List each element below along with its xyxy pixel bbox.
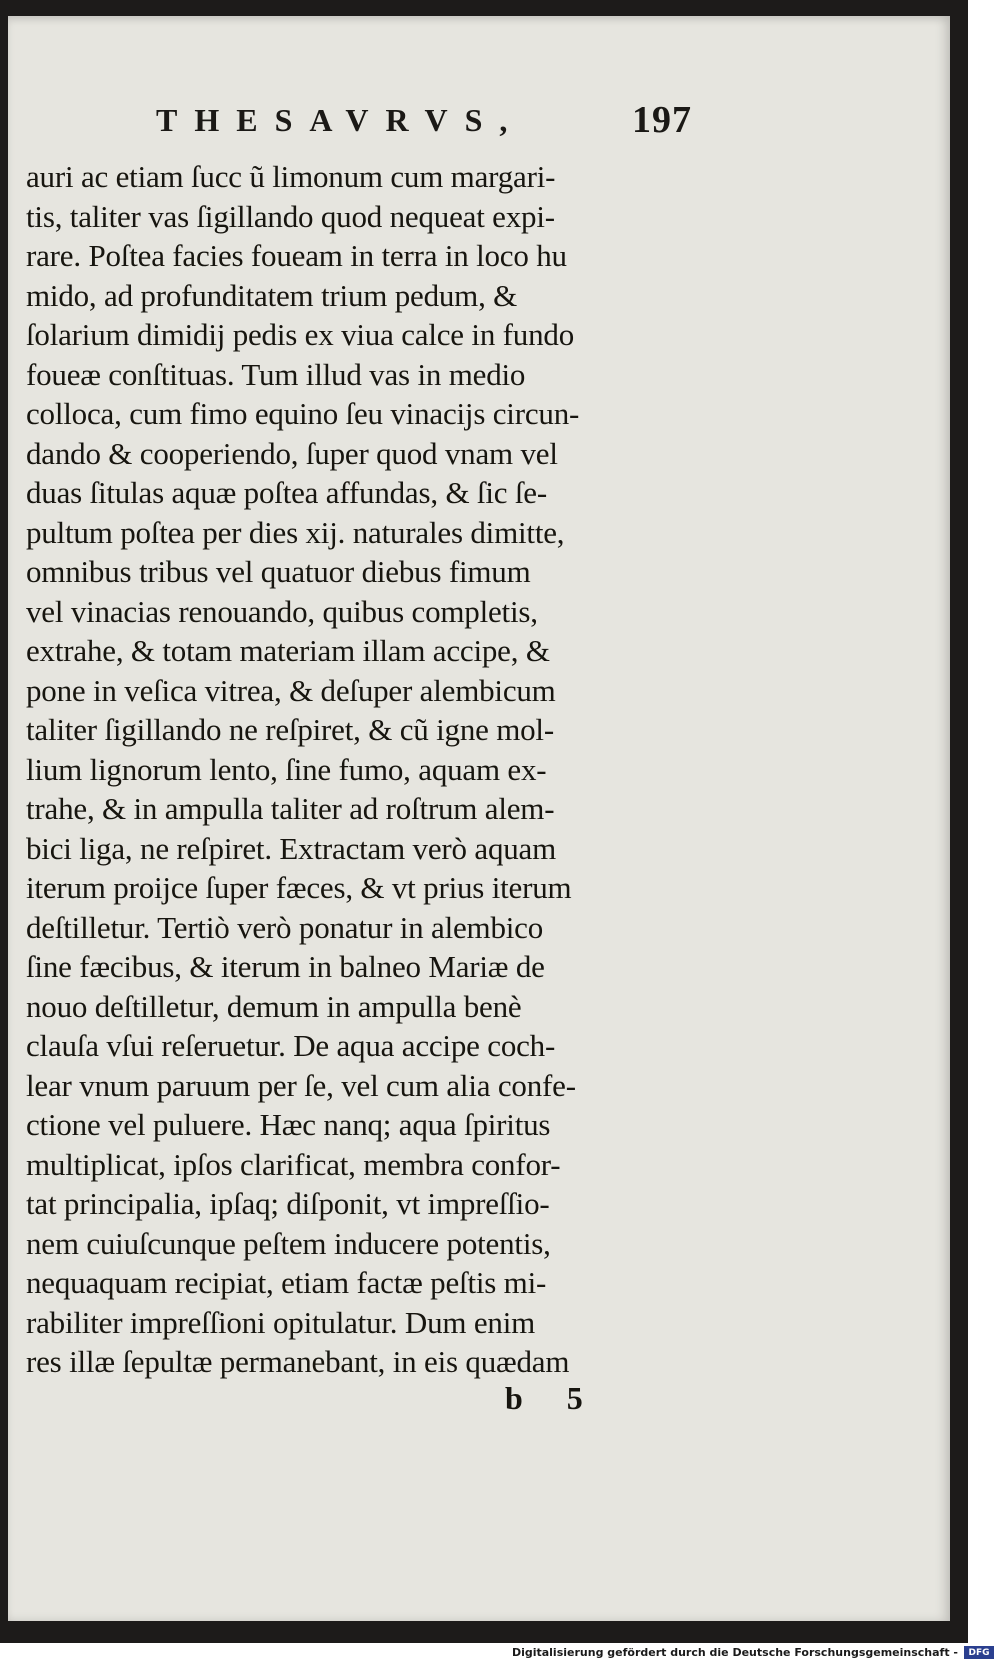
- text-line: mido, ad profunditatem trium pedum, &: [26, 277, 518, 313]
- text-line: pone in veſica vitrea, & deſuper alembicum: [26, 672, 556, 708]
- text-line: vel vinacias renouando, quibus completis,: [26, 593, 538, 629]
- text-line: dando & cooperiendo, ſuper quod vnam vel: [26, 435, 558, 471]
- text-line: deſtilletur. Tertiò verò ponatur in alembico: [26, 909, 544, 945]
- text-line: clauſa vſui reſeruetur. De aqua accipe coch-: [26, 1028, 556, 1063]
- dfg-logo: DFG: [964, 1646, 994, 1659]
- text-line: rabiliter impreſſioni opitulatur. Dum enim: [26, 1304, 536, 1340]
- text-line: taliter ſigillando ne reſpiret, & cũ igne mol-: [26, 712, 554, 747]
- text-line: ſine fæcibus, & iterum in balneo Mariæ de: [26, 949, 545, 984]
- funding-credit: Digitalisierung gefördert durch die Deutsche Forschungsgemeinschaft -: [511, 1646, 958, 1659]
- text-line: trahe, & in ampulla taliter ad roſtrum alem-: [26, 791, 555, 826]
- text-line: colloca, cum fimo equino ſeu vinacijs circun-: [26, 396, 580, 431]
- text-line: res illæ ſepultæ permanebant, in eis quædam: [26, 1344, 570, 1379]
- signature-mark: b 5: [505, 1380, 601, 1416]
- text-line: nem cuiuſcunque peſtem inducere potentis,: [26, 1225, 551, 1261]
- text-line: lear vnum paruum per ſe, vel cum alia confe-: [26, 1067, 576, 1103]
- text-line: pultum poſtea per dies xij. naturales dimitte,: [26, 514, 565, 550]
- text-line: nouo deſtilletur, demum in ampulla benè: [26, 988, 522, 1024]
- text-line: multiplicat, ipſos clarificat, membra confor-: [26, 1146, 561, 1182]
- page-edge: [950, 16, 968, 1621]
- text-line: extrahe, & totam materiam illam accipe, &: [26, 633, 550, 668]
- text-line: tat principalia, ipſaq; diſponit, vt impreſſio-: [26, 1186, 550, 1221]
- text-line: nequaquam recipiat, etiam factæ peſtis mi-: [26, 1265, 547, 1300]
- text-line: foueæ conſtituas. Tum illud vas in medio: [26, 356, 526, 392]
- text-line: lium lignorum lento, ſine fumo, aquam ex-: [26, 751, 547, 787]
- text-line: duas ſitulas aquæ poſtea affundas, & ſic ſe-: [26, 475, 547, 510]
- text-line: omnibus tribus vel quatuor diebus fimum: [26, 554, 531, 589]
- page-number: 197: [632, 99, 692, 141]
- running-title: THESAVRVS,: [156, 102, 525, 138]
- text-line: ſolarium dimidij pedis ex viua calce in fundo: [26, 317, 575, 352]
- text-line: ctione vel puluere. Hæc nanq; aqua ſpiritus: [26, 1107, 551, 1142]
- footer-bar: [0, 1643, 1000, 1663]
- running-head: [156, 99, 692, 146]
- text-line: tis, taliter vas ſigillando quod nequeat expi-: [26, 198, 555, 234]
- body-text: [26, 157, 686, 1382]
- text-line: bici liga, ne reſpiret. Extractam verò aquam: [26, 830, 557, 866]
- text-line: auri ac etiam ſucc ũ limonum cum margari-: [26, 159, 556, 194]
- text-line: iterum proijce ſuper fæces, & vt prius iterum: [26, 870, 572, 905]
- text-line: rare. Poſtea facies foueam in terra in loco hu: [26, 238, 567, 273]
